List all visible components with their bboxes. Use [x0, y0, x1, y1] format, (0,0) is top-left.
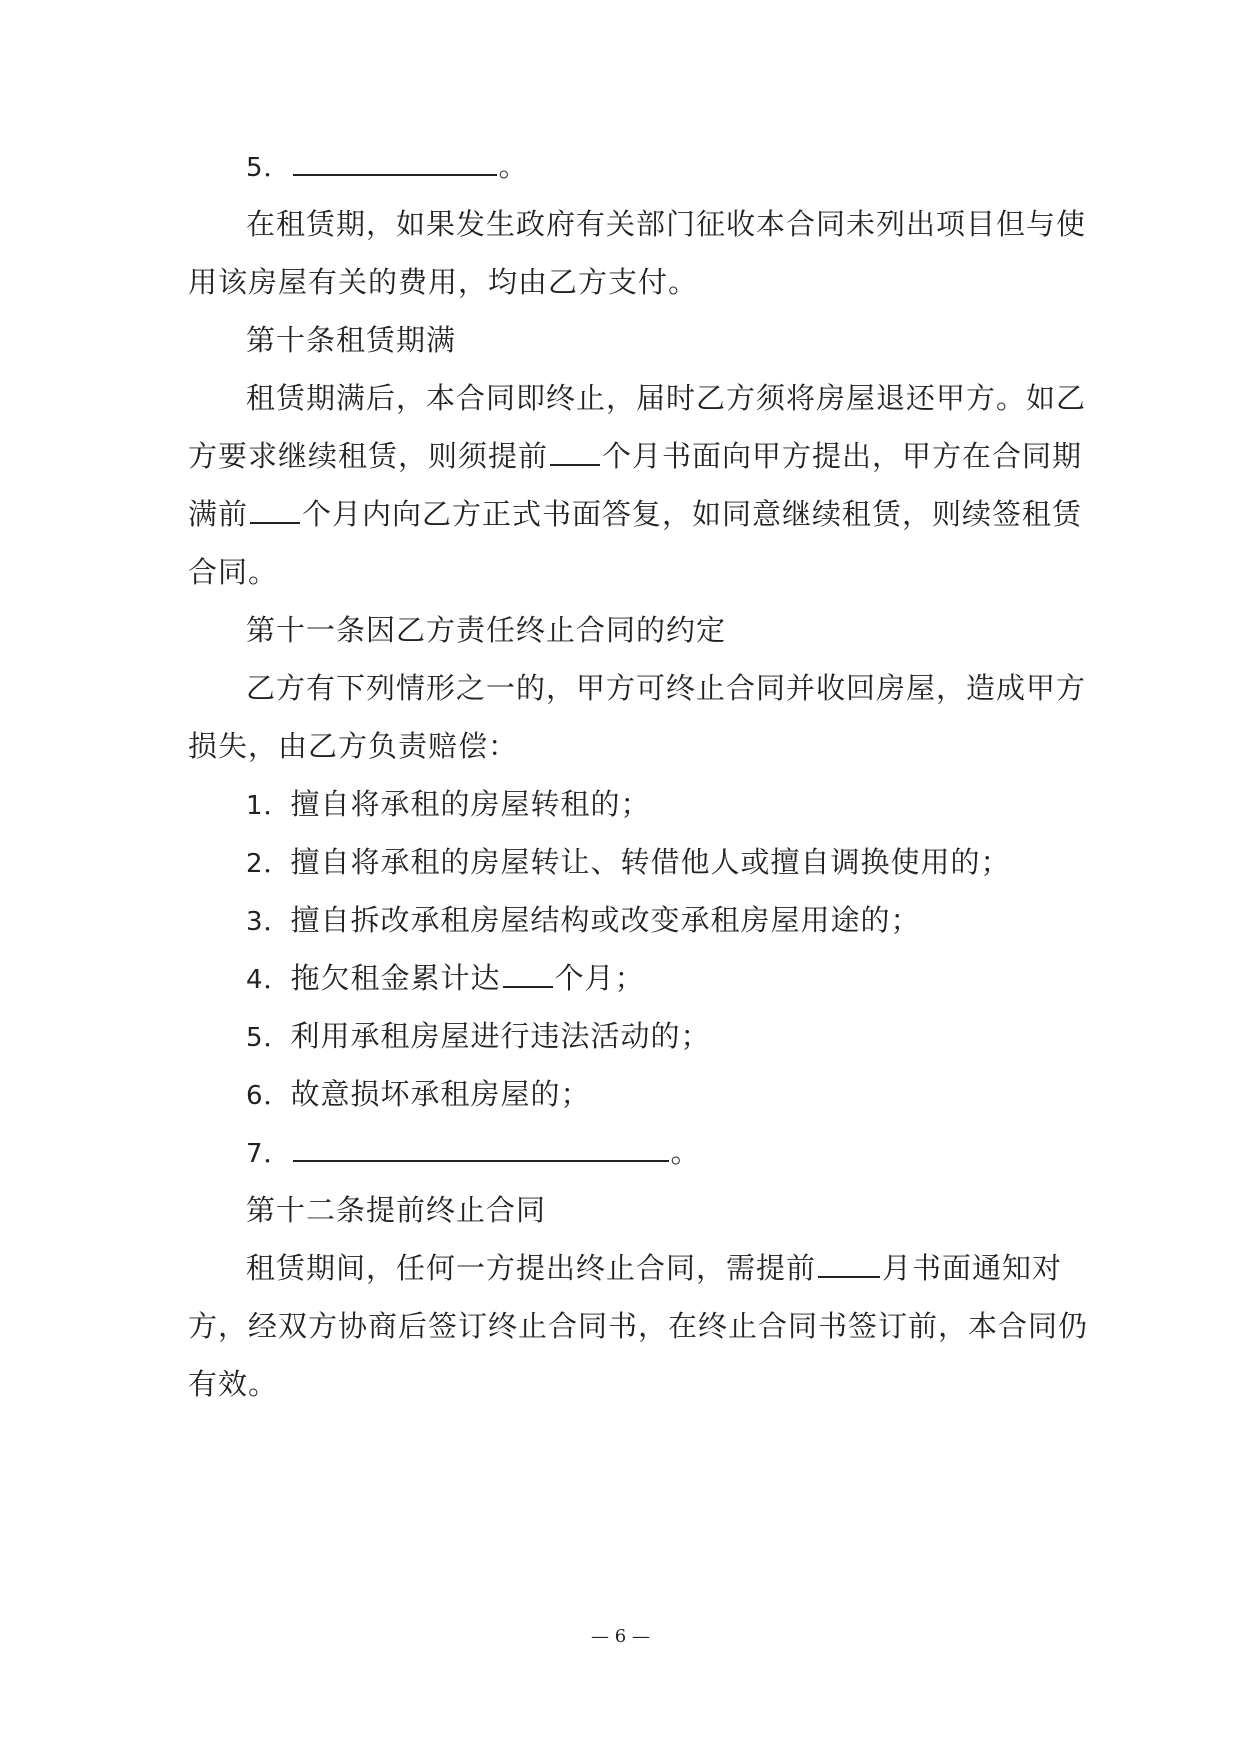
paragraph-line: 有效。 — [188, 1367, 279, 1401]
item-number: 5． — [246, 153, 291, 183]
list-item: 7． 。 — [246, 1135, 701, 1169]
article-title: 第十一条因乙方责任终止合同的约定 — [246, 613, 727, 647]
paragraph-line: 合同。 — [188, 555, 279, 589]
list-item: 3．擅自拆改承租房屋结构或改变承租房屋用途的； — [246, 903, 921, 937]
list-item: 6．故意损坏承租房屋的； — [246, 1077, 591, 1111]
paragraph-line: 满前 个月内向乙方正式书面答复，如同意继续租赁，则续签租赁 — [188, 497, 1083, 531]
item-5-line: 5． 。 — [246, 149, 529, 183]
fill-in-blank — [503, 960, 553, 988]
paragraph-line: 在租赁期，如果发生政府有关部门征收本合同未列出项目但与使 — [246, 207, 1087, 241]
article-title: 第十二条提前终止合同 — [246, 1193, 547, 1227]
fill-in-blank — [550, 438, 600, 466]
list-item: 2．擅自将承租的房屋转让、转借他人或擅自调换使用的； — [246, 845, 1011, 879]
fill-in-blank — [293, 148, 497, 176]
fill-in-blank — [250, 496, 300, 524]
page-number: — 6 — — [591, 1626, 650, 1647]
article-title: 第十条租赁期满 — [246, 323, 457, 357]
list-item: 4．拖欠租金累计达 个月； — [246, 961, 645, 995]
paragraph-line: 用该房屋有关的费用，均由乙方支付。 — [188, 265, 699, 299]
fill-in-blank — [293, 1134, 669, 1162]
paragraph-line: 方，经双方协商后签订终止合同书，在终止合同书签订前，本合同仍 — [188, 1309, 1089, 1343]
paragraph-line: 租赁期满后，本合同即终止，届时乙方须将房屋退还甲方。如乙 — [246, 381, 1087, 415]
paragraph-line: 乙方有下列情形之一的，甲方可终止合同并收回房屋，造成甲方 — [246, 671, 1087, 705]
fill-in-blank — [818, 1250, 880, 1278]
paragraph-line: 损失，由乙方负责赔偿： — [188, 729, 519, 763]
paragraph-line: 租赁期间，任何一方提出终止合同，需提前 月书面通知对 — [246, 1251, 1063, 1285]
paragraph-line: 方要求继续租赁，则须提前 个月书面向甲方提出，甲方在合同期 — [188, 439, 1083, 473]
list-item: 5．利用承租房屋进行违法活动的； — [246, 1019, 711, 1053]
list-item: 1．擅自将承租的房屋转租的； — [246, 787, 651, 821]
